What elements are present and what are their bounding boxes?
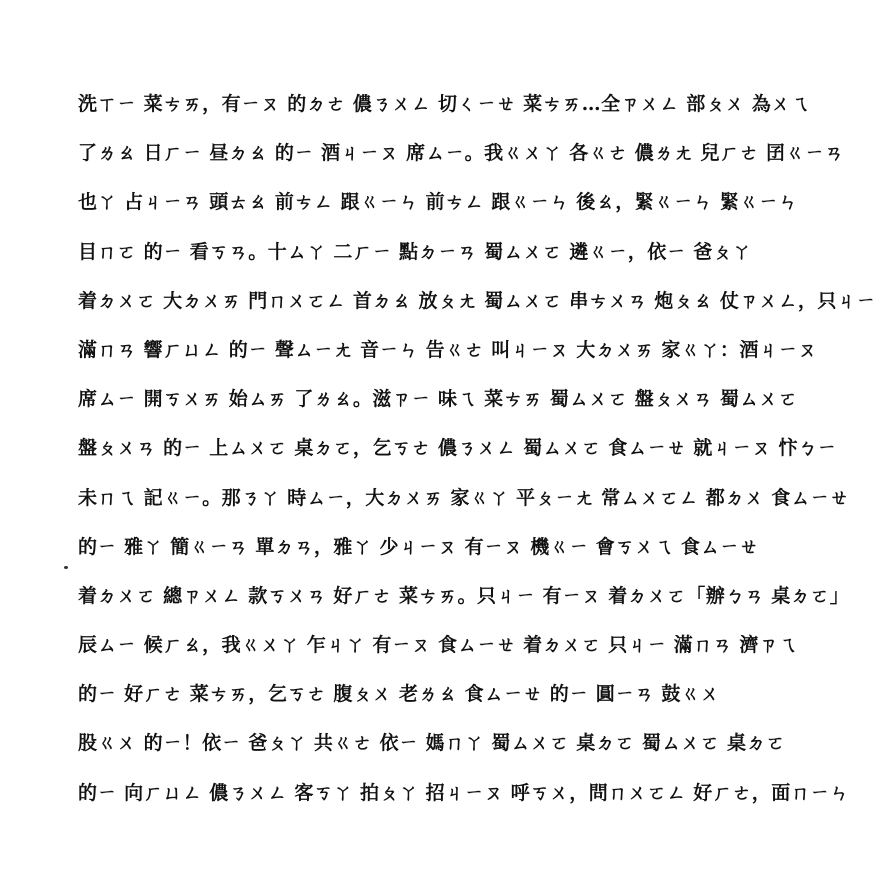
text-line-15: 的ㄧ 向ㄏㄩㄥ 儂ㄋㄨㄥ 客ㄎㄚ 拍ㄆㄚ 招ㄐㄧㄡ 呼ㄎㄨ，問ㄇㄨㄛㄥ 好ㄏㄜ，面ㄇㄧㄣ <box>78 781 850 804</box>
text-line-3: 也ㄚ 占ㄐㄧㄢ 頭ㄊㄠ 前ㄘㄥ 跟ㄍㄧㄣ 前ㄘㄥ 跟ㄍㄧㄣ 後ㄠ，緊ㄍㄧㄣ 緊ㄍㄧㄣ <box>78 191 798 214</box>
text-line-4: 目ㄇㄛ 的ㄧ 看ㄎㄢ。十ㄙㄚ 二ㄏㄧ 點ㄉㄧㄢ 蜀ㄙㄨㄛ 遴ㄍㄧ，依ㄧ 爸ㄆㄚ <box>78 240 752 263</box>
text-line-5: 着ㄉㄨㄛ 大ㄉㄨㄞ 門ㄇㄨㄛㄥ 首ㄉㄠ 放ㄆㄤ 蜀ㄙㄨㄛ 串ㄘㄨㄢ 炮ㄆㄠ 仗ㄗㄨㄥ，只ㄐㄧ <box>78 289 876 312</box>
text-line-14: 股ㄍㄨ 的ㄧ！依ㄧ 爸ㄆㄚ 共ㄍㄜ 依ㄧ 媽ㄇㄚ 蜀ㄙㄨㄛ 桌ㄉㄛ 蜀ㄙㄨㄛ 桌ㄉㄛ <box>78 732 786 755</box>
text-line-11: 着ㄉㄨㄛ 總ㄗㄨㄥ 款ㄎㄨㄢ 好ㄏㄜ 菜ㄘㄞ。只ㄐㄧ 有ㄧㄡ 着ㄉㄨㄛ「辦ㄅㄢ 桌ㄉㄛ」 <box>78 584 850 607</box>
margin-mark <box>64 566 68 569</box>
text-line-6: 滿ㄇㄢ 響ㄏㄩㄥ 的ㄧ 聲ㄙㄧㄤ 音ㄧㄣ 告ㄍㄜ 叫ㄐㄧㄡ 大ㄉㄨㄞ 家ㄍㄚ：酒ㄐㄧㄡ <box>78 338 818 361</box>
text-line-1: 洗ㄒㄧ 菜ㄘㄞ，有ㄧㄡ 的ㄉㄜ 儂ㄋㄨㄥ 切ㄑㄧㄝ 菜ㄘㄞ…全ㄗㄨㄥ 部ㄆㄨ 為ㄨㄟ <box>78 93 811 115</box>
text-line-12: 辰ㄙㄧ 候ㄏㄠ，我ㄍㄨㄚ 乍ㄐㄚ 有ㄧㄡ 食ㄙㄧㄝ 着ㄉㄨㄛ 只ㄐㄧ 滿ㄇㄢ 濟ㄗㄟ <box>78 634 798 657</box>
text-block <box>78 86 876 824</box>
text-line-8: 盤ㄆㄨㄢ 的ㄧ 上ㄙㄨㄛ 桌ㄉㄛ，乞ㄎㄜ 儂ㄋㄨㄥ 蜀ㄙㄨㄛ 食ㄙㄧㄝ 就ㄐㄧㄡ 忭ㄅㄧ <box>78 437 837 460</box>
text-line-13: 的ㄧ 好ㄏㄜ 菜ㄘㄞ，乞ㄎㄜ 腹ㄆㄨ 老ㄌㄠ 食ㄙㄧㄝ 的ㄧ 圓ㄧㄢ 鼓ㄍㄨ <box>78 683 720 706</box>
text-line-9: 未ㄇㄟ 記ㄍㄧ。那ㄋㄚ 時ㄙㄧ，大ㄉㄨㄞ 家ㄍㄚ 平ㄆㄧㄤ 常ㄙㄨㄛㄥ 都ㄉㄨ 食ㄙㄧㄝ <box>78 486 850 509</box>
text-line-7: 席ㄙㄧ 開ㄎㄨㄞ 始ㄙㄞ 了ㄌㄠ。滋ㄗㄧ 味ㄟ 菜ㄘㄞ 蜀ㄙㄨㄛ 盤ㄆㄨㄢ 蜀ㄙㄨㄛ <box>78 388 798 411</box>
text-line-2: 了ㄌㄠ 日ㄏㄧ 昼ㄉㄠ 的ㄧ 酒ㄐㄧㄡ 席ㄙㄧ。我ㄍㄨㄚ 各ㄍㄜ 儂ㄌㄤ 兒ㄏㄜ 囝ㄍㄧㄢ <box>78 142 845 165</box>
text-line-10: 的ㄧ 雅ㄚ 簡ㄍㄧㄢ 單ㄉㄢ，雅ㄚ 少ㄐㄧㄡ 有ㄧㄡ 機ㄍㄧ 會ㄎㄨㄟ 食ㄙㄧㄝ <box>78 535 759 558</box>
